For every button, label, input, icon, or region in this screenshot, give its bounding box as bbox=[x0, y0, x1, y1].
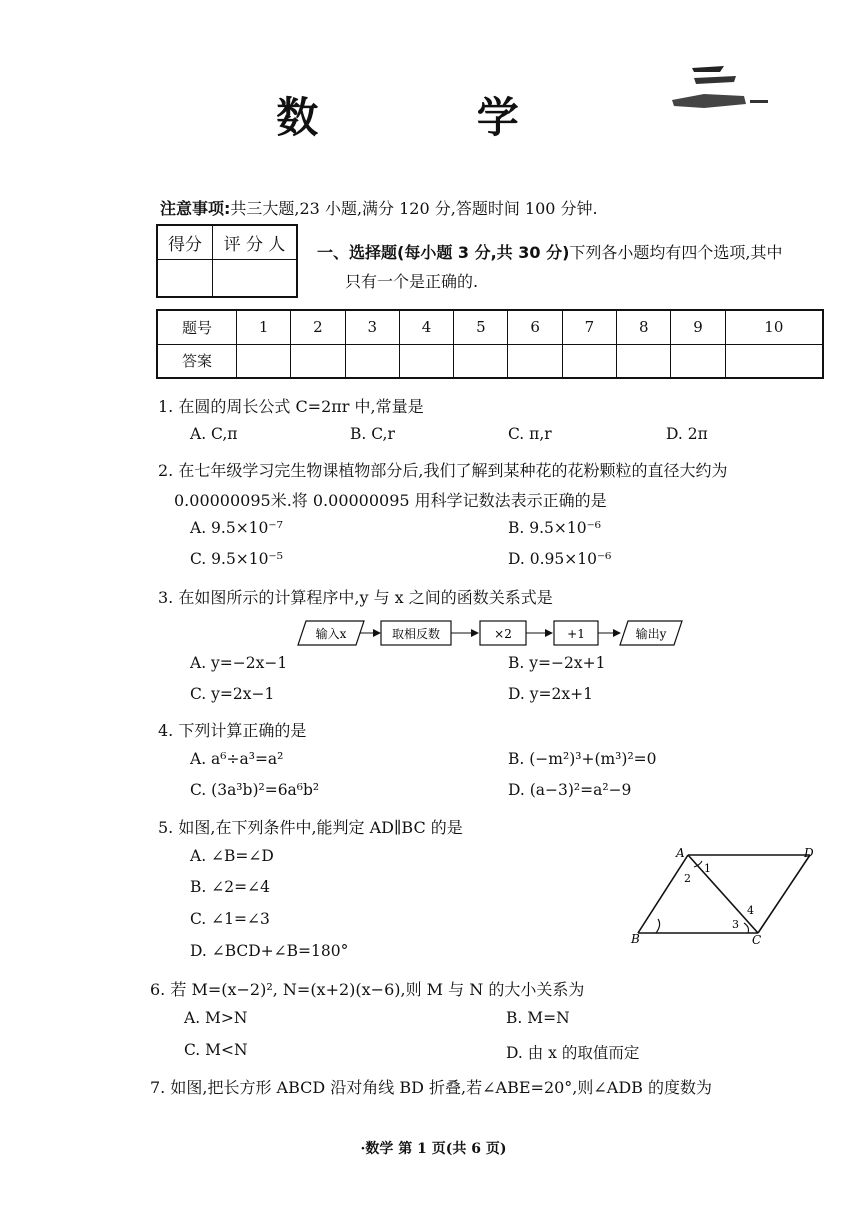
question-5-stem: 5. 如图,在下列条件中,能判定 AD∥BC 的是 bbox=[158, 818, 463, 837]
angle-1-label: 1 bbox=[704, 862, 711, 875]
parallelogram-figure bbox=[628, 845, 823, 950]
q2-option-a: A. 9.5×10⁻⁷ bbox=[190, 519, 283, 537]
page-title: 数 学 bbox=[276, 93, 591, 142]
q6-option-d: D. 由 x 的取值而定 bbox=[506, 1044, 640, 1062]
angle-2-label: 2 bbox=[684, 872, 691, 885]
answer-table bbox=[156, 309, 824, 379]
q4-option-b: B. (−m²)³+(m³)²=0 bbox=[508, 750, 657, 768]
point-c-label: C bbox=[752, 933, 762, 947]
q5-option-c: C. ∠1=∠3 bbox=[190, 910, 270, 928]
notice-text: 共三大题,23 小题,满分 120 分,答题时间 100 分钟. bbox=[230, 199, 598, 218]
q1-option-b: B. C,r bbox=[350, 425, 395, 443]
notice-label: 注意事项: bbox=[160, 199, 231, 218]
q5-option-d: D. ∠BCD+∠B=180° bbox=[190, 942, 349, 960]
question-3-stem: 3. 在如图所示的计算程序中,y 与 x 之间的函数关系式是 bbox=[158, 588, 553, 607]
notice bbox=[160, 196, 598, 219]
question-number-cell: 4 bbox=[399, 310, 453, 344]
answer-cell[interactable] bbox=[725, 344, 823, 378]
grader-cell[interactable] bbox=[213, 259, 298, 297]
question-number-cell: 3 bbox=[345, 310, 399, 344]
page-footer: ·数学 第 1 页(共 6 页) bbox=[360, 1141, 507, 1157]
q1-option-c: C. π,r bbox=[508, 425, 552, 443]
question-7-stem: 7. 如图,把长方形 ABCD 沿对角线 BD 折叠,若∠ABE=20°,则∠ADB 的度数为 bbox=[150, 1078, 713, 1097]
answer-cell[interactable] bbox=[237, 344, 291, 378]
q3-option-d: D. y=2x+1 bbox=[508, 685, 593, 703]
question-1-stem: 1. 在圆的周长公式 C=2πr 中,常量是 bbox=[158, 397, 424, 416]
q5-option-b: B. ∠2=∠4 bbox=[190, 878, 270, 896]
section-heading bbox=[317, 238, 817, 296]
score-cell[interactable] bbox=[157, 259, 213, 297]
q6-option-c: C. M<N bbox=[184, 1041, 248, 1059]
q2-option-c: C. 9.5×10⁻⁵ bbox=[190, 550, 283, 568]
answer-table-answer-label: 答案 bbox=[157, 344, 237, 378]
flow-negate-label: 取相反数 bbox=[391, 627, 441, 641]
question-number-cell: 5 bbox=[454, 310, 508, 344]
point-b-label: B bbox=[631, 932, 640, 946]
question-number-cell: 10 bbox=[725, 310, 823, 344]
q6-option-a: A. M>N bbox=[184, 1009, 248, 1027]
answer-cell[interactable] bbox=[291, 344, 345, 378]
section-title: 一、选择题(每小题 3 分,共 30 分) bbox=[317, 243, 570, 262]
q2-option-b: B. 9.5×10⁻⁶ bbox=[508, 519, 601, 537]
question-number-cell: 7 bbox=[562, 310, 616, 344]
flow-output-label: 输出y bbox=[635, 627, 667, 641]
angle-4-label: 4 bbox=[747, 904, 754, 917]
question-6-stem: 6. 若 M=(x−2)², N=(x+2)(x−6),则 M 与 N 的大小关系为 bbox=[150, 980, 585, 999]
q3-option-b: B. y=−2x+1 bbox=[508, 654, 606, 672]
answer-cell[interactable] bbox=[671, 344, 725, 378]
question-2-stem-2: 0.00000095米.将 0.00000095 用科学记数法表示正确的是 bbox=[174, 491, 607, 510]
answer-cell[interactable] bbox=[345, 344, 399, 378]
point-a-label: A bbox=[676, 846, 685, 860]
point-d-label: D bbox=[804, 846, 814, 860]
question-2-stem-1: 2. 在七年级学习完生物课植物部分后,我们了解到某种花的花粉颗粒的直径大约为 bbox=[158, 461, 728, 480]
answer-cell[interactable] bbox=[508, 344, 562, 378]
q6-option-b: B. M=N bbox=[506, 1009, 570, 1027]
q1-option-d: D. 2π bbox=[666, 425, 708, 443]
question-number-cell: 6 bbox=[508, 310, 562, 344]
scan-smudge bbox=[664, 58, 774, 118]
angle-3-label: 3 bbox=[732, 918, 739, 931]
answer-cell[interactable] bbox=[454, 344, 508, 378]
q4-option-c: C. (3a³b)²=6a⁶b² bbox=[190, 781, 320, 799]
flowchart bbox=[296, 616, 686, 650]
question-number-cell: 9 bbox=[671, 310, 725, 344]
question-number-cell: 1 bbox=[237, 310, 291, 344]
flow-multiply-label: ×2 bbox=[494, 627, 512, 641]
grader-header: 评 分 人 bbox=[213, 225, 298, 259]
q5-option-a: A. ∠B=∠D bbox=[190, 847, 274, 865]
question-number-cell: 8 bbox=[617, 310, 671, 344]
q3-option-a: A. y=−2x−1 bbox=[190, 654, 288, 672]
answer-cell[interactable] bbox=[399, 344, 453, 378]
q2-option-d: D. 0.95×10⁻⁶ bbox=[508, 550, 612, 568]
q3-option-c: C. y=2x−1 bbox=[190, 685, 275, 703]
q1-option-a: A. C,π bbox=[190, 425, 238, 443]
q4-option-d: D. (a−3)²=a²−9 bbox=[508, 781, 632, 799]
answer-cell[interactable] bbox=[617, 344, 671, 378]
question-4-stem: 4. 下列计算正确的是 bbox=[158, 721, 307, 740]
section-instruction-1: 下列各小题均有四个选项,其中 bbox=[569, 243, 783, 262]
question-number-cell: 2 bbox=[291, 310, 345, 344]
answer-cell[interactable] bbox=[562, 344, 616, 378]
q4-option-a: A. a⁶÷a³=a² bbox=[190, 750, 284, 768]
answer-table-number-label: 题号 bbox=[157, 310, 237, 344]
section-instruction-2: 只有一个是正确的. bbox=[345, 272, 479, 291]
flow-input-label: 输入x bbox=[315, 627, 347, 641]
score-header: 得分 bbox=[157, 225, 213, 259]
flow-add-label: +1 bbox=[567, 627, 585, 641]
score-box bbox=[156, 224, 298, 298]
